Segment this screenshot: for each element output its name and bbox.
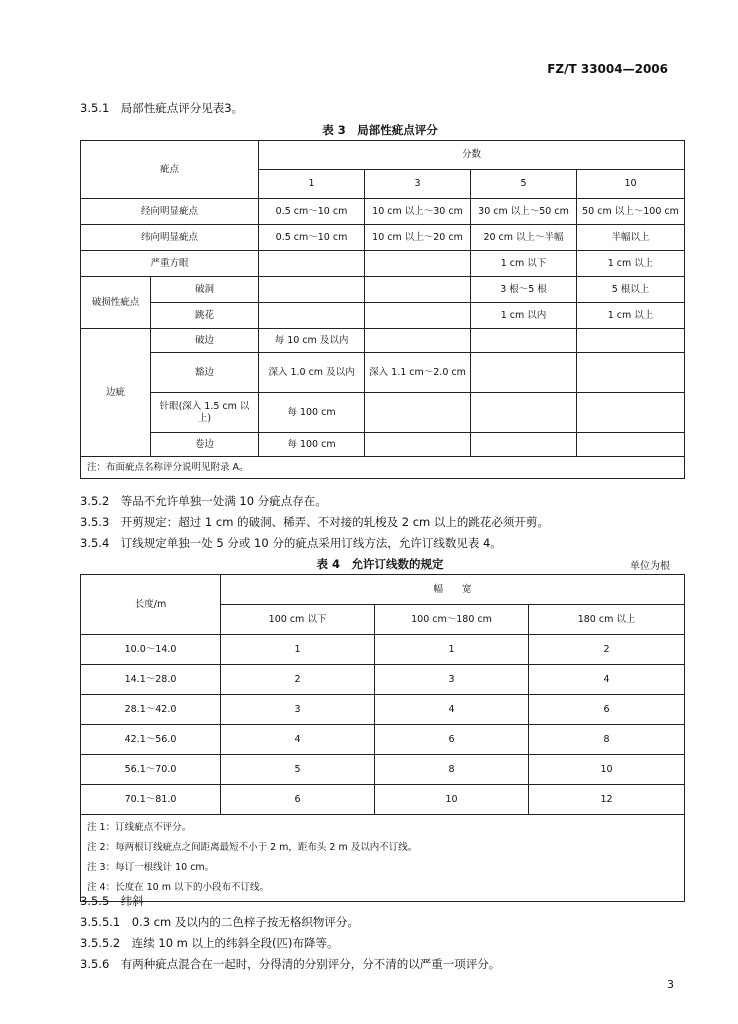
clause-3-5-6: 3.5.6 有两种疵点混合在一起时，分得清的分别评分，分不清的以严重一项评分。 [80,957,501,971]
table3-cell: 1 cm 以内 [471,303,577,329]
table3-cell: 1 cm 以下 [471,251,577,277]
table3-score-10: 10 [577,170,685,199]
standard-number: FZ/T 33004—2006 [547,62,668,76]
table3-cell [259,277,365,303]
table3-group-edge: 边疵 [81,329,151,457]
table3-cell [471,329,577,353]
table4-length: 42.1～56.0 [81,725,221,755]
table3-cell: 20 cm 以上～半幅 [471,225,577,251]
table4-cell: 3 [375,665,529,695]
table3-group-damage: 破损性疵点 [81,277,151,329]
table4-note-3: 注 3：每订一根线计 10 cm。 [87,862,215,873]
table3-cell [471,393,577,433]
table3-cell: 半幅以上 [577,225,685,251]
table3-row-label: 纬向明显疵点 [81,225,259,251]
table4-cell: 12 [529,785,685,815]
table3-row-label: 跳花 [151,303,259,329]
table4-width-1: 100 cm～180 cm [375,605,529,635]
table3-header-score: 分数 [259,141,685,170]
table3-cell [471,353,577,393]
table3-score-3: 3 [365,170,471,199]
table4-cell: 6 [529,695,685,725]
table4-width-0: 100 cm 以下 [221,605,375,635]
table3-cell: 深入 1.0 cm 及以内 [259,353,365,393]
table3-cell: 50 cm 以上～100 cm [577,199,685,225]
table3 [80,140,685,479]
table4-notes [81,815,685,902]
table3-cell [577,393,685,433]
table3-cell: 1 cm 以上 [577,303,685,329]
table4-cell: 8 [529,725,685,755]
table4-note-2: 注 2：每两根订线疵点之间距离最短不小于 2 m，距布头 2 m 及以内不订线。 [87,842,418,853]
table3-score-1: 1 [259,170,365,199]
clause-3-5-1: 3.5.1 局部性疵点评分见表3。 [80,101,244,115]
table4-length: 56.1～70.0 [81,755,221,785]
table4-cell: 5 [221,755,375,785]
table3-cell: 每 10 cm 及以内 [259,329,365,353]
table3-cell: 10 cm 以上～30 cm [365,199,471,225]
table3-cell [577,329,685,353]
table4-unit: 单位为根 [630,561,670,572]
page-number: 3 [667,978,674,991]
table3-cell [365,251,471,277]
table4-cell: 8 [375,755,529,785]
clause-3-5-3: 3.5.3 开剪规定：超过 1 cm 的破洞、稀弄、不对接的轧梭及 2 cm 以上的跳花必须开剪。 [80,515,549,529]
table3-row-label: 豁边 [151,353,259,393]
table3-cell [577,353,685,393]
table3-cell: 每 100 cm [259,393,365,433]
table3-row-label: 卷边 [151,433,259,457]
table4-note-4: 注 4：长度在 10 m 以下的小段布不订线。 [87,882,269,893]
table3-cell [365,303,471,329]
table3-cell [471,433,577,457]
table3-row-label: 经向明显疵点 [81,199,259,225]
table4-cell: 6 [375,725,529,755]
table3-row-label: 严重方眼 [81,251,259,277]
table3-cell: 0.5 cm～10 cm [259,225,365,251]
table3-row-label: 破边 [151,329,259,353]
table4-cell: 10 [529,755,685,785]
table3-cell: 30 cm 以上～50 cm [471,199,577,225]
clause-3-5-5-2: 3.5.5.2 连续 10 m 以上的纬斜全段(匹)布降等。 [80,936,339,950]
table3-cell [365,433,471,457]
table4-cell: 6 [221,785,375,815]
table3-cell: 3 根～5 根 [471,277,577,303]
table4-cell: 3 [221,695,375,725]
table4-header-width: 幅 宽 [221,575,685,605]
table4-cell: 2 [529,635,685,665]
table3-cell: 深入 1.1 cm～2.0 cm [365,353,471,393]
table4-caption: 表 4 允许订线数的规定 [316,557,444,571]
table3-caption: 表 3 局部性疵点评分 [322,123,438,137]
table3-cell: 10 cm 以上～20 cm [365,225,471,251]
table4 [80,574,685,902]
clause-3-5-2: 3.5.2 等品不允许单独一处满 10 分疵点存在。 [80,494,327,508]
clause-3-5-4: 3.5.4 订线规定单独一处 5 分或 10 分的疵点采用订线方法，允许订线数见表 4。 [80,536,502,550]
table3-cell [259,251,365,277]
table3-score-5: 5 [471,170,577,199]
table3-row-label: 破洞 [151,277,259,303]
table4-width-2: 180 cm 以上 [529,605,685,635]
table4-cell: 4 [221,725,375,755]
table4-length: 10.0～14.0 [81,635,221,665]
table3-cell: 1 cm 以上 [577,251,685,277]
table4-length: 70.1～81.0 [81,785,221,815]
table4-length: 28.1～42.0 [81,695,221,725]
table4-cell: 1 [221,635,375,665]
table3-cell [577,433,685,457]
table4-cell: 10 [375,785,529,815]
table4-note-1: 注 1：订线疵点不评分。 [87,822,192,833]
table3-cell [365,393,471,433]
clause-3-5-5-1: 3.5.5.1 0.3 cm 及以内的二色梓子按无格织物评分。 [80,915,359,929]
table3-cell: 每 100 cm [259,433,365,457]
table4-cell: 4 [375,695,529,725]
table4-header-length: 长度/m [81,575,221,635]
table3-cell [365,277,471,303]
table4-cell: 2 [221,665,375,695]
table3-row-label: 针眼(深入 1.5 cm 以上) [151,393,259,433]
table3-cell [365,329,471,353]
table3-note: 注：布面疵点名称评分说明见附录 A。 [81,457,685,479]
table3-cell: 5 根以上 [577,277,685,303]
clause-3-5-5: 3.5.5 纬斜 [80,894,144,908]
table4-cell: 1 [375,635,529,665]
table4-length: 14.1～28.0 [81,665,221,695]
table3-header-defect: 疵点 [81,141,259,199]
table4-cell: 4 [529,665,685,695]
table3-cell [259,303,365,329]
table3-cell: 0.5 cm～10 cm [259,199,365,225]
